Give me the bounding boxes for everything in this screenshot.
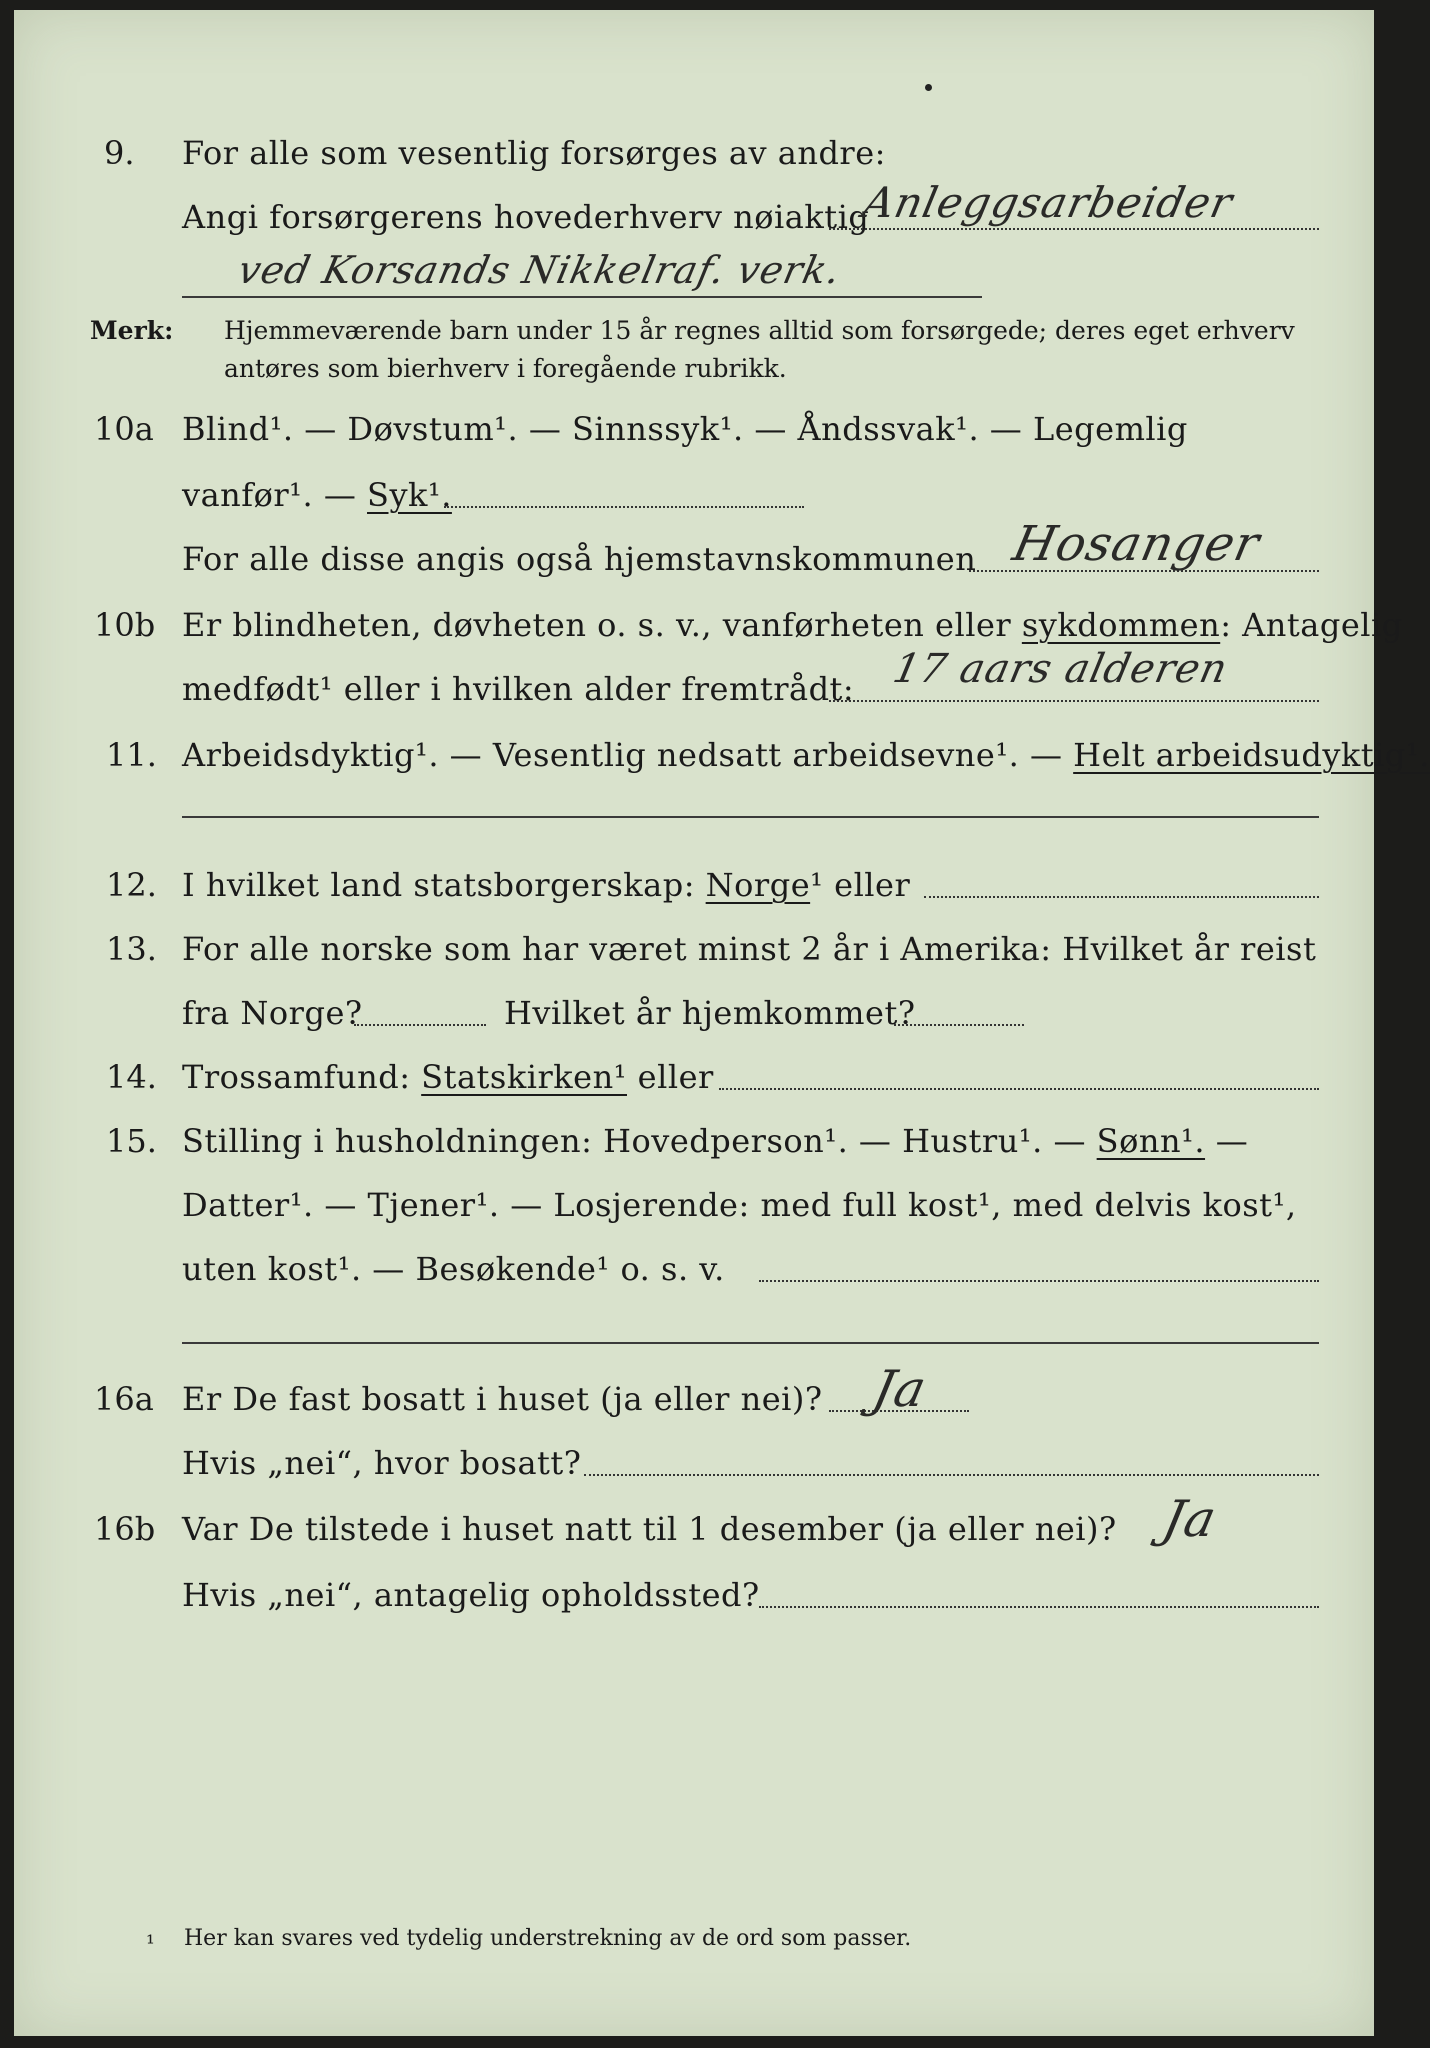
- q16a-handwritten-answer: Ja: [867, 1360, 933, 1418]
- q16b-line2: Hvis „nei“, antagelig opholdssted?: [182, 1576, 760, 1614]
- q13-number: 13.: [106, 930, 157, 968]
- footnote-text: Her kan svares ved tydelig understrekning av de ord som passer.: [184, 1926, 912, 1951]
- merk-label: Merk:: [90, 316, 174, 345]
- q10a-line1: Blind¹. — Døvstum¹. — Sinnssyk¹. — Åndssvak¹. — Legemlig: [182, 410, 1188, 448]
- q9-question-line1: For alle som vesentlig forsørges av andre:: [182, 134, 886, 172]
- q16b-line1: Var De tilstede i huset natt til 1 desember (ja eller nei)?: [182, 1510, 1117, 1548]
- q13-reist-answer-line: [354, 1024, 486, 1026]
- q15-sonn: Sønn¹.: [1096, 1122, 1206, 1160]
- q9-handwritten-answer2: ved Korsands Nikkelraf. verk.: [234, 248, 846, 292]
- q15-line1: [182, 1122, 1248, 1160]
- q10b-line1: [182, 606, 1403, 644]
- q16b-answer-line: [759, 1606, 1319, 1608]
- q11-helt-arbeidsudyktig: Helt arbeidsudyktig¹.: [1073, 736, 1430, 774]
- q9-number: 9.: [104, 134, 135, 172]
- ink-speck: [925, 84, 932, 91]
- q10a-number: 10a: [94, 410, 154, 448]
- q15-line2: Datter¹. — Tjener¹. — Losjerende: med full kost¹, med delvis kost¹,: [182, 1186, 1297, 1224]
- census-form-page: [14, 10, 1430, 2036]
- q10b-line2: medfødt¹ eller i hvilken alder fremtrådt:: [182, 670, 855, 708]
- q12-line1: [182, 866, 910, 904]
- q16a-line1: Er De fast bosatt i huset (ja eller nei)?: [182, 1380, 823, 1418]
- q9-answer-line2: [182, 296, 982, 298]
- q15-line1-a: Stilling i husholdningen: Hovedperson¹. — Hustru¹. —: [182, 1122, 1097, 1160]
- q11-answer-line: [182, 816, 1319, 818]
- q12-norge: Norge: [705, 866, 811, 904]
- q12-line1-a: I hvilket land statsborgerskap:: [182, 866, 706, 904]
- q13-line1: For alle norske som har været minst 2 år i Amerika: Hvilket år reist: [182, 930, 1317, 968]
- q10a-line2: [182, 476, 452, 514]
- q12-line1-c: ¹ eller: [810, 866, 911, 904]
- q15-number: 15.: [106, 1122, 157, 1160]
- q11-line1-a: Arbeidsdyktig¹. — Vesentlig nedsatt arbeidsevne¹. —: [182, 736, 1074, 774]
- q16b-number: 16b: [94, 1510, 156, 1548]
- q16a-line2: Hvis „nei“, hvor bosatt?: [182, 1444, 582, 1482]
- q15-line3: uten kost¹. — Besøkende¹ o. s. v.: [182, 1250, 725, 1288]
- q10b-answer-line: [829, 700, 1319, 702]
- q9-question-line2: Angi forsørgerens hovederhverv nøiaktig: [182, 198, 870, 236]
- q14-line1-c: eller: [627, 1058, 714, 1096]
- q10b-line1-a: Er blindheten, døvheten o. s. v., vanførheten eller: [182, 606, 1022, 644]
- q16b-handwritten-answer: Ja: [1157, 1490, 1223, 1548]
- q13-line2-b: Hvilket år hjemkommet?: [504, 994, 916, 1032]
- merk-line2: antøres som bierhverv i foregående rubrikk.: [224, 354, 787, 383]
- q13-hjemkommet-answer-line: [894, 1024, 1024, 1026]
- q9-answer-line1: [829, 228, 1319, 230]
- q10a-vanfor: vanfør¹. —: [182, 476, 368, 514]
- q10b-number: 10b: [94, 606, 156, 644]
- q9-handwritten-answer1: Anleggsarbeider: [858, 178, 1238, 227]
- footnote-mark: ¹: [146, 1932, 155, 1957]
- q10a-line2-dots: [444, 506, 804, 508]
- q14-line1-a: Trossamfund:: [182, 1058, 422, 1096]
- q10b-line1-c: : Antagelig: [1220, 606, 1403, 644]
- q14-number: 14.: [106, 1058, 157, 1096]
- q10b-handwritten-answer: 17 aars alderen: [889, 646, 1233, 692]
- q10b-sykdommen: sykdommen: [1021, 606, 1221, 644]
- merk-line1: Hjemmeværende barn under 15 år regnes alltid som forsørgede; deres eget erhverv: [224, 316, 1295, 345]
- q16a-bosatt-answer-line: [584, 1474, 1319, 1476]
- q15-answer-line: [759, 1280, 1319, 1282]
- q15-answer-line2: [182, 1342, 1319, 1344]
- q15-line1-c: —: [1205, 1122, 1249, 1160]
- q16a-number: 16a: [94, 1380, 154, 1418]
- q13-line2-a: fra Norge?: [182, 994, 363, 1032]
- q10a-line3: For alle disse angis også hjemstavnskommunen: [182, 540, 977, 578]
- q10a-handwritten-answer: Hosanger: [1008, 516, 1265, 572]
- q11-line1: [182, 736, 1430, 774]
- q14-answer-line: [719, 1088, 1319, 1090]
- q14-statskirken: Statskirken¹: [421, 1058, 627, 1096]
- q14-line1: [182, 1058, 714, 1096]
- q12-number: 12.: [106, 866, 157, 904]
- q11-number: 11.: [106, 736, 157, 774]
- q12-answer-line: [924, 896, 1319, 898]
- q10a-syk: Syk¹.: [367, 476, 452, 514]
